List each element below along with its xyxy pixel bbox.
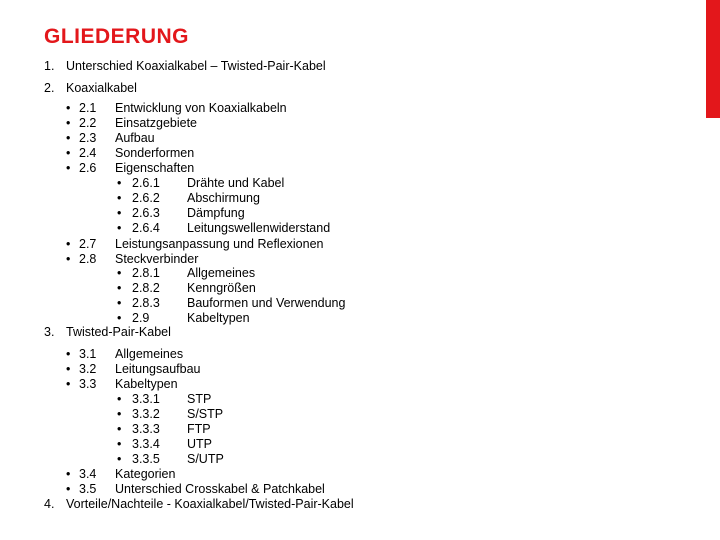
item-number: 2.3 — [79, 131, 97, 145]
subitem-number: 2.6.3 — [132, 206, 160, 220]
item-label: Entwicklung von Koaxialkabeln — [115, 101, 287, 115]
subitem-label: STP — [187, 392, 212, 406]
item-label: Eigenschaften — [115, 161, 195, 175]
section-label: Twisted-Pair-Kabel — [66, 325, 171, 339]
subitem-label: Allgemeines — [187, 266, 256, 280]
item-number: 3.1 — [79, 347, 97, 361]
item-label: Steckverbinder — [115, 252, 199, 266]
bullet: • — [117, 311, 122, 325]
subitem-label: Bauformen und Verwendung — [187, 296, 346, 310]
bullet: • — [117, 296, 122, 310]
subitem-label: Leitungswellenwiderstand — [187, 221, 331, 235]
section-number: 2. — [44, 81, 55, 95]
bullet: • — [66, 101, 71, 115]
subitem-label: Kenngrößen — [187, 281, 256, 295]
item-number: 3.3 — [79, 377, 97, 391]
bullet: • — [117, 422, 122, 436]
item-label: Kabeltypen — [115, 377, 178, 391]
accent-bar — [706, 0, 720, 118]
bullet: • — [117, 452, 122, 466]
bullet: • — [117, 392, 122, 406]
subitem-number: 3.3.2 — [132, 407, 160, 421]
bullet: • — [66, 347, 71, 361]
bullet: • — [117, 266, 122, 280]
section-number: 3. — [44, 325, 55, 339]
subitem-label: FTP — [187, 422, 211, 436]
subitem-number: 2.6.2 — [132, 191, 160, 205]
section-number: 4. — [44, 497, 55, 511]
section-label: Koaxialkabel — [66, 81, 137, 95]
item-number: 2.7 — [79, 237, 97, 251]
item-label: Sonderformen — [115, 146, 195, 160]
item-number: 2.8 — [79, 252, 97, 266]
bullet: • — [117, 221, 122, 235]
item-number: 2.1 — [79, 101, 97, 115]
subitem-number: 3.3.3 — [132, 422, 160, 436]
item-number: 2.4 — [79, 146, 97, 160]
subitem-number: 2.8.1 — [132, 266, 160, 280]
subitem-number: 3.3.4 — [132, 437, 160, 451]
item-number: 2.6 — [79, 161, 97, 175]
bullet: • — [66, 467, 71, 481]
item-label: Leitungsaufbau — [115, 362, 201, 376]
bullet: • — [117, 437, 122, 451]
subitem-number: 2.8.3 — [132, 296, 160, 310]
section-label: Unterschied Koaxialkabel – Twisted-Pair-Kabel — [66, 59, 326, 73]
section-number: 1. — [44, 59, 55, 73]
bullet: • — [66, 377, 71, 391]
bullet: • — [117, 281, 122, 295]
bullet: • — [117, 191, 122, 205]
bullet: • — [117, 176, 122, 190]
bullet: • — [66, 116, 71, 130]
item-label: Unterschied Crosskabel & Patchkabel — [115, 482, 325, 496]
bullet: • — [117, 206, 122, 220]
section-label: Vorteile/Nachteile - Koaxialkabel/Twisted-Pair-Kabel — [66, 497, 354, 511]
subitem-label: Drähte und Kabel — [187, 176, 285, 190]
item-number: 2.2 — [79, 116, 97, 130]
subitem-label: S/UTP — [187, 452, 224, 466]
subitem-label: UTP — [187, 437, 212, 451]
subitem-number: 2.6.1 — [132, 176, 160, 190]
subitem-label: S/STP — [187, 407, 224, 421]
item-label: Kategorien — [115, 467, 176, 481]
bullet: • — [117, 407, 122, 421]
item-number: 3.5 — [79, 482, 97, 496]
page-title: GLIEDERUNG — [44, 25, 190, 48]
bullet: • — [66, 161, 71, 175]
item-number: 3.4 — [79, 467, 97, 481]
item-number: 3.2 — [79, 362, 97, 376]
bullet: • — [66, 237, 71, 251]
subitem-number: 3.3.1 — [132, 392, 160, 406]
subitem-number: 2.6.4 — [132, 221, 160, 235]
bullet: • — [66, 252, 71, 266]
item-label: Leistungsanpassung und Reflexionen — [115, 237, 324, 251]
bullet: • — [66, 146, 71, 160]
item-label: Aufbau — [115, 131, 155, 145]
subitem-number: 3.3.5 — [132, 452, 160, 466]
bullet: • — [66, 482, 71, 496]
bullet: • — [66, 362, 71, 376]
item-label: Allgemeines — [115, 347, 184, 361]
subitem-label: Kabeltypen — [187, 311, 250, 325]
bullet: • — [66, 131, 71, 145]
subitem-number: 2.9 — [132, 311, 150, 325]
subitem-number: 2.8.2 — [132, 281, 160, 295]
subitem-label: Abschirmung — [187, 191, 260, 205]
item-label: Einsatzgebiete — [115, 116, 198, 130]
subitem-label: Dämpfung — [187, 206, 245, 220]
